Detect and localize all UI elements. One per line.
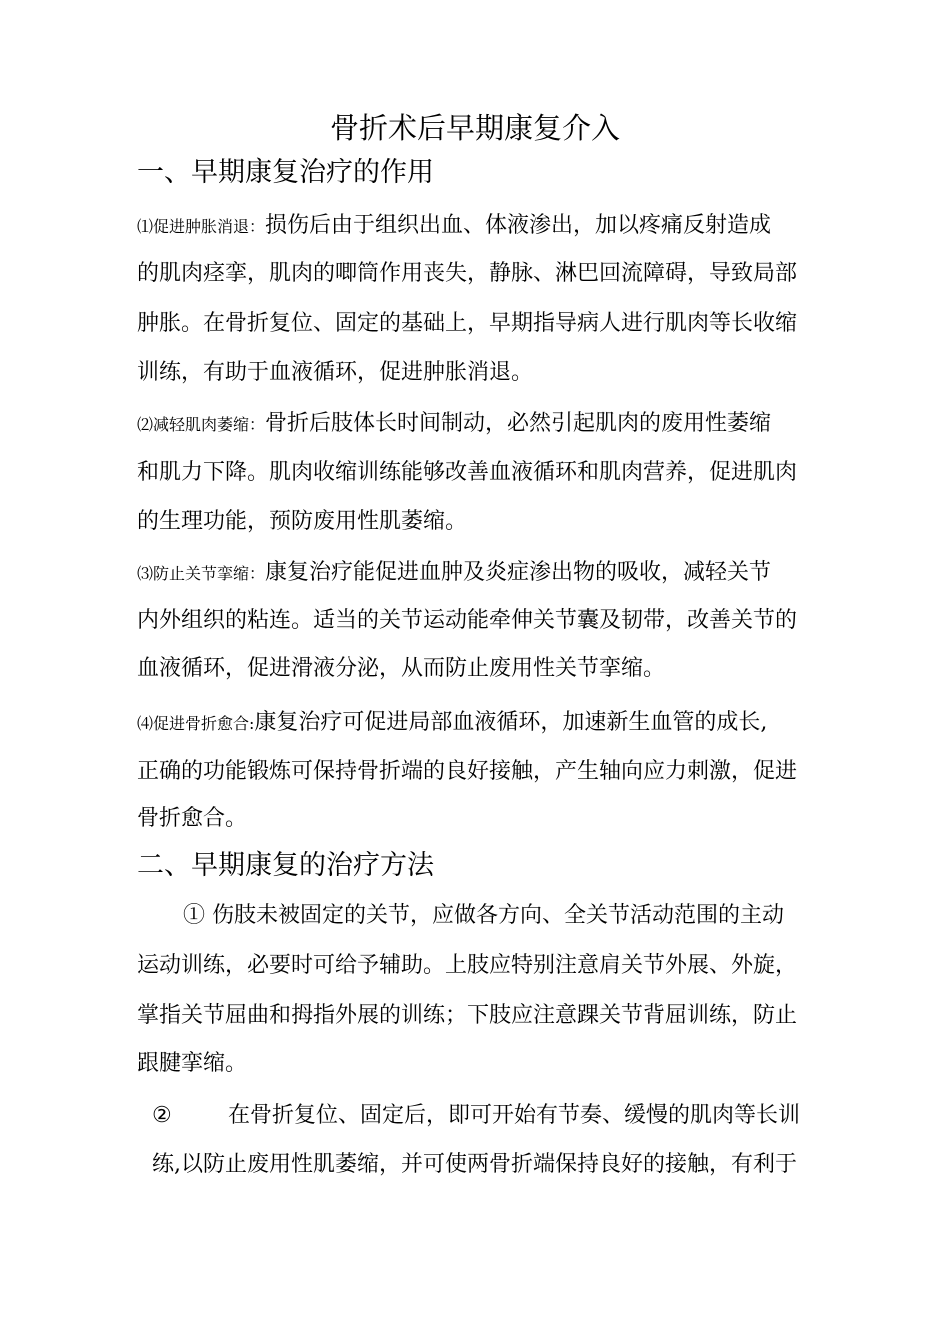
method-1-line-1: ① 伤肢未被固定的关节，应做各方向、全关节活动范围的主动 xyxy=(183,903,784,928)
paragraph-1-line-1 xyxy=(137,211,771,242)
paragraph-1-line-2: 的肌肉痉挛，肌肉的唧筒作用丧失，静脉、淋巴回流障碍，导致局部 xyxy=(137,261,798,286)
paragraph-1-text: 损伤后由于组织出血、体液渗出，加以疼痛反射造成 xyxy=(265,213,772,238)
method-2-line-2: 练,以防止废用性肌萎缩，并可使两骨折端保持良好的接触，有利于 xyxy=(152,1152,797,1177)
method-2-marker: ② xyxy=(152,1103,172,1128)
paragraph-3-line-3: 血液循环，促进滑液分泌，从而防止废用性关节挛缩。 xyxy=(137,656,666,681)
method-1-line-4: 跟腱挛缩。 xyxy=(137,1051,248,1076)
paragraph-4-line-3: 骨折愈合。 xyxy=(137,806,248,831)
paragraph-2-text: 骨折后肢体长时间制动，必然引起肌肉的废用性萎缩 xyxy=(265,411,772,436)
paragraph-4-text: 康复治疗可促进局部血液循环，加速新生血管的成长, xyxy=(254,710,768,735)
paragraph-2-line-1 xyxy=(137,409,771,440)
paragraph-3-lead: ⑶防止关节挛缩： xyxy=(137,564,266,583)
section-heading-1: 一、早期康复治疗的作用 xyxy=(137,157,434,188)
method-2-line-1: 在骨折复位、固定后，即可开始有节奏、缓慢的肌肉等长训 xyxy=(228,1103,801,1128)
paragraph-3-line-1 xyxy=(137,558,771,589)
paragraph-1-line-4: 训练，有助于血液循环，促进肿胀消退。 xyxy=(137,360,534,385)
paragraph-3-text: 康复治疗能促进血肿及炎症渗出物的吸收，减轻关节 xyxy=(265,560,772,585)
method-1-line-2: 运动训练，必要时可给予辅助。上肢应特别注意肩关节外展、外旋， xyxy=(137,953,798,978)
paragraph-2-lead: ⑵减轻肌肉萎缩： xyxy=(137,415,266,434)
document-title: 骨折术后早期康复介入 xyxy=(329,111,620,145)
paragraph-4-line-2: 正确的功能锻炼可保持骨折端的良好接触，产生轴向应力刺激，促进 xyxy=(137,759,798,784)
paragraph-4-line-1 xyxy=(137,708,767,739)
paragraph-2-line-3: 的生理功能，预防废用性肌萎缩。 xyxy=(137,509,468,534)
paragraph-3-line-2: 内外组织的粘连。适当的关节运动能牵伸关节囊及韧带，改善关节的 xyxy=(137,608,798,633)
section-heading-2: 二、早期康复的治疗方法 xyxy=(137,850,434,881)
paragraph-1-line-3: 肿胀。在骨折复位、固定的基础上，早期指导病人进行肌肉等长收缩 xyxy=(137,311,798,336)
paragraph-2-line-2: 和肌力下降。肌肉收缩训练能够改善血液循环和肌肉营养，促进肌肉 xyxy=(137,460,798,485)
method-1-line-3: 掌指关节屈曲和拇指外展的训练；下肢应注意踝关节背屈训练，防止 xyxy=(137,1003,798,1028)
paragraph-1-lead: ⑴促进肿胀消退： xyxy=(137,217,266,236)
paragraph-4-lead: ⑷促进骨折愈合: xyxy=(137,714,255,733)
